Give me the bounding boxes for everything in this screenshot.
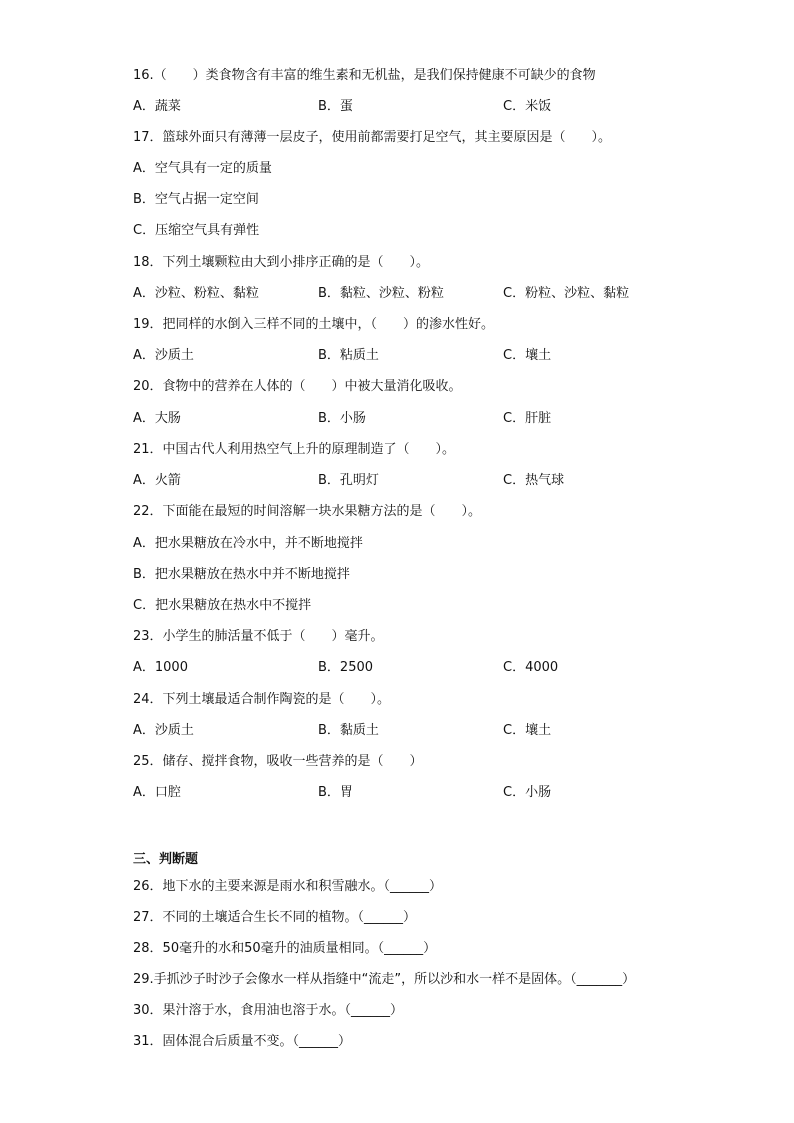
option-a: A．沙质土 <box>133 348 194 363</box>
judgment-26: 26．地下水的主要来源是雨水和积雪融水。（______） <box>133 879 443 894</box>
judgment-29: 29.手抓沙子时沙子会像水一样从指缝中“流走”，所以沙和水一样不是固体。（_______） <box>133 972 636 987</box>
judgment-28: 28．50毫升的水和50毫升的油质量相同。（______） <box>133 941 437 956</box>
option-b: B．粘质土 <box>318 348 379 363</box>
option-a: A．1000 <box>133 660 188 675</box>
question-18-stem: 18．下列土壤颗粒由大到小排序正确的是（ ）。 <box>133 255 430 270</box>
judgment-30: 30．果汁溶于水，食用油也溶于水。（______） <box>133 1003 404 1018</box>
option-c: C．把水果糖放在热水中不搅拌 <box>133 598 312 613</box>
question-20-stem: 20．食物中的营养在人体的（ ）中被大量消化吸收。 <box>133 379 462 394</box>
option-a: A．把水果糖放在冷水中，并不断地搅拌 <box>133 536 363 551</box>
question-25-stem: 25．储存、搅拌食物，吸收一些营养的是（ ） <box>133 754 423 769</box>
section-title-judgment: 三、判断题 <box>133 852 199 867</box>
option-c: C．壤土 <box>503 723 552 738</box>
option-a: A．沙粒、粉粒、黏粒 <box>133 286 259 301</box>
question-19-stem: 19．把同样的水倒入三样不同的土壤中，（ ）的渗水性好。 <box>133 317 495 332</box>
question-21-stem: 21．中国古代人利用热空气上升的原理制造了（ ）。 <box>133 442 456 457</box>
option-c: C．肝脏 <box>503 411 552 426</box>
option-c: C．热气球 <box>503 473 565 488</box>
option-a: A．大肠 <box>133 411 181 426</box>
option-b: B．胃 <box>318 785 353 800</box>
option-c: C．压缩空气具有弹性 <box>133 223 260 238</box>
option-a: A．沙质土 <box>133 723 194 738</box>
option-a: A．火箭 <box>133 473 181 488</box>
option-b: B．小肠 <box>318 411 366 426</box>
option-a: A．蔬菜 <box>133 99 181 114</box>
option-c: C．壤土 <box>503 348 552 363</box>
option-a: A．口腔 <box>133 785 181 800</box>
judgment-31: 31．固体混合后质量不变。（______） <box>133 1034 352 1049</box>
option-c: C．粉粒、沙粒、黏粒 <box>503 286 630 301</box>
option-c: C．小肠 <box>503 785 552 800</box>
option-b: B．黏质土 <box>318 723 379 738</box>
option-b: B．把水果糖放在热水中并不断地搅拌 <box>133 567 350 582</box>
option-c: C．米饭 <box>503 99 552 114</box>
question-24-stem: 24．下列土壤最适合制作陶瓷的是（ ）。 <box>133 692 391 707</box>
option-b: B．蛋 <box>318 99 353 114</box>
judgment-27: 27．不同的土壤适合生长不同的植物。（______） <box>133 910 417 925</box>
question-22-stem: 22．下面能在最短的时间溶解一块水果糖方法的是（ ）。 <box>133 504 482 519</box>
option-b: B．孔明灯 <box>318 473 379 488</box>
option-c: C．4000 <box>503 660 559 675</box>
question-23-stem: 23．小学生的肺活量不低于（ ）毫升。 <box>133 629 384 644</box>
option-b: B．黏粒、沙粒、粉粒 <box>318 286 444 301</box>
question-16-stem: 16.（ ）类食物含有丰富的维生素和无机盐，是我们保持健康不可缺少的食物 <box>133 68 596 83</box>
question-17-stem: 17．篮球外面只有薄薄一层皮子，使用前都需要打足空气，其主要原因是（ ）。 <box>133 130 612 145</box>
option-a: A．空气具有一定的质量 <box>133 161 272 176</box>
option-b: B．2500 <box>318 660 374 675</box>
option-b: B．空气占据一定空间 <box>133 192 259 207</box>
